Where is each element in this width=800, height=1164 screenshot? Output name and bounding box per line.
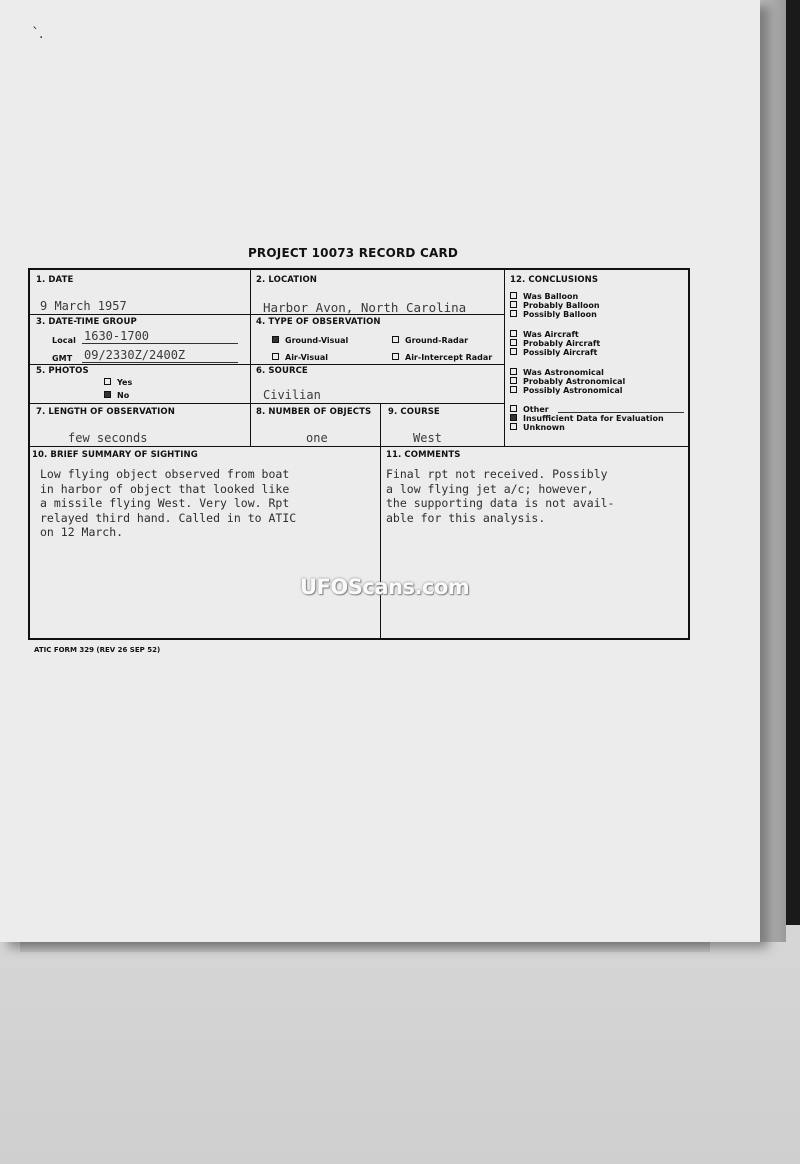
conclusion-was-astronomical[interactable]: Was Astronomical: [510, 368, 604, 377]
conclusion-insufficient-data[interactable]: Insufficient Data for Evaluation: [510, 414, 664, 423]
card-title: PROJECT 10073 RECORD CARD: [247, 246, 459, 260]
air-visual-checkbox[interactable]: Air-Visual: [272, 353, 328, 362]
summary-text: Low flying object observed from boat in harbor of object that looked like a missile flying West. Very low. Rpt relayed third hand. Called in to ATIC on 12 March.: [40, 467, 297, 539]
location-value: Harbor Avon, North Carolina: [263, 300, 467, 315]
course-value: West: [413, 431, 442, 445]
conclusion-probably-astronomical[interactable]: Probably Astronomical: [510, 377, 625, 386]
objects-label: 8. NUMBER OF OBJECTS: [256, 407, 372, 417]
comments-text: Final rpt not received. Possibly a low flying jet a/c; however, the supporting data is not avail- able for this analysis.: [386, 467, 615, 525]
location-label: 2. LOCATION: [256, 275, 317, 285]
course-label: 9. COURSE: [388, 407, 440, 417]
source-value: Civilian: [263, 388, 321, 402]
checkbox-icon: [392, 336, 399, 343]
checkbox-icon: [510, 377, 517, 384]
comments-label: 11. COMMENTS: [386, 450, 461, 460]
local-label: Local: [52, 336, 76, 345]
checkbox-icon: [510, 339, 517, 346]
observation-type-label: 4. TYPE OF OBSERVATION: [256, 317, 381, 327]
scan-speck: `.: [32, 26, 44, 42]
checkbox-icon: [510, 368, 517, 375]
checkbox-icon: [510, 310, 517, 317]
summary-label: 10. BRIEF SUMMARY OF SIGHTING: [32, 450, 198, 460]
conclusion-probably-balloon[interactable]: Probably Balloon: [510, 301, 600, 310]
conclusion-probably-aircraft[interactable]: Probably Aircraft: [510, 339, 600, 348]
conclusion-possibly-aircraft[interactable]: Possibly Aircraft: [510, 348, 597, 357]
air-intercept-radar-checkbox[interactable]: Air-Intercept Radar: [392, 353, 492, 362]
checkbox-checked-icon: [104, 391, 111, 398]
checkbox-icon: [510, 348, 517, 355]
photos-yes-checkbox[interactable]: Yes: [104, 378, 132, 387]
photos-no-checkbox[interactable]: No: [104, 391, 129, 400]
source-label: 6. SOURCE: [256, 366, 308, 376]
conclusion-possibly-balloon[interactable]: Possibly Balloon: [510, 310, 597, 319]
gmt-time-value: 09/2330Z/2400Z: [84, 348, 186, 362]
paper-edge: [760, 0, 786, 942]
datetime-label: 3. DATE-TIME GROUP: [36, 317, 137, 327]
checkbox-icon: [510, 405, 517, 412]
objects-value: one: [306, 431, 328, 445]
photos-label: 5. PHOTOS: [36, 366, 89, 376]
date-value: 9 March 1957: [40, 299, 127, 313]
conclusion-other[interactable]: Other: [510, 405, 549, 414]
checkbox-icon: [510, 386, 517, 393]
ground-radar-checkbox[interactable]: Ground-Radar: [392, 336, 468, 345]
checkbox-icon: [392, 353, 399, 360]
checkbox-checked-icon: [272, 336, 279, 343]
watermark: UFOScans.com: [300, 575, 470, 599]
checkbox-icon: [510, 292, 517, 299]
conclusion-was-aircraft[interactable]: Was Aircraft: [510, 330, 579, 339]
ground-visual-checkbox[interactable]: Ground-Visual: [272, 336, 348, 345]
local-time-value: 1630-1700: [84, 329, 150, 343]
checkbox-checked-icon: [510, 414, 517, 421]
length-value: few seconds: [68, 431, 148, 445]
length-label: 7. LENGTH OF OBSERVATION: [36, 407, 175, 417]
checkbox-icon: [272, 353, 279, 360]
conclusion-possibly-astronomical[interactable]: Possibly Astronomical: [510, 386, 622, 395]
checkbox-icon: [510, 423, 517, 430]
conclusions-label: 12. CONCLUSIONS: [510, 275, 599, 285]
checkbox-icon: [510, 301, 517, 308]
checkbox-icon: [510, 330, 517, 337]
gmt-label: GMT: [52, 354, 73, 363]
conclusion-unknown[interactable]: Unknown: [510, 423, 565, 432]
scan-background: [0, 925, 800, 1164]
checkbox-icon: [104, 378, 111, 385]
date-label: 1. DATE: [36, 275, 74, 285]
conclusion-was-balloon[interactable]: Was Balloon: [510, 292, 578, 301]
form-footer: ATIC FORM 329 (REV 26 SEP 52): [34, 646, 161, 654]
